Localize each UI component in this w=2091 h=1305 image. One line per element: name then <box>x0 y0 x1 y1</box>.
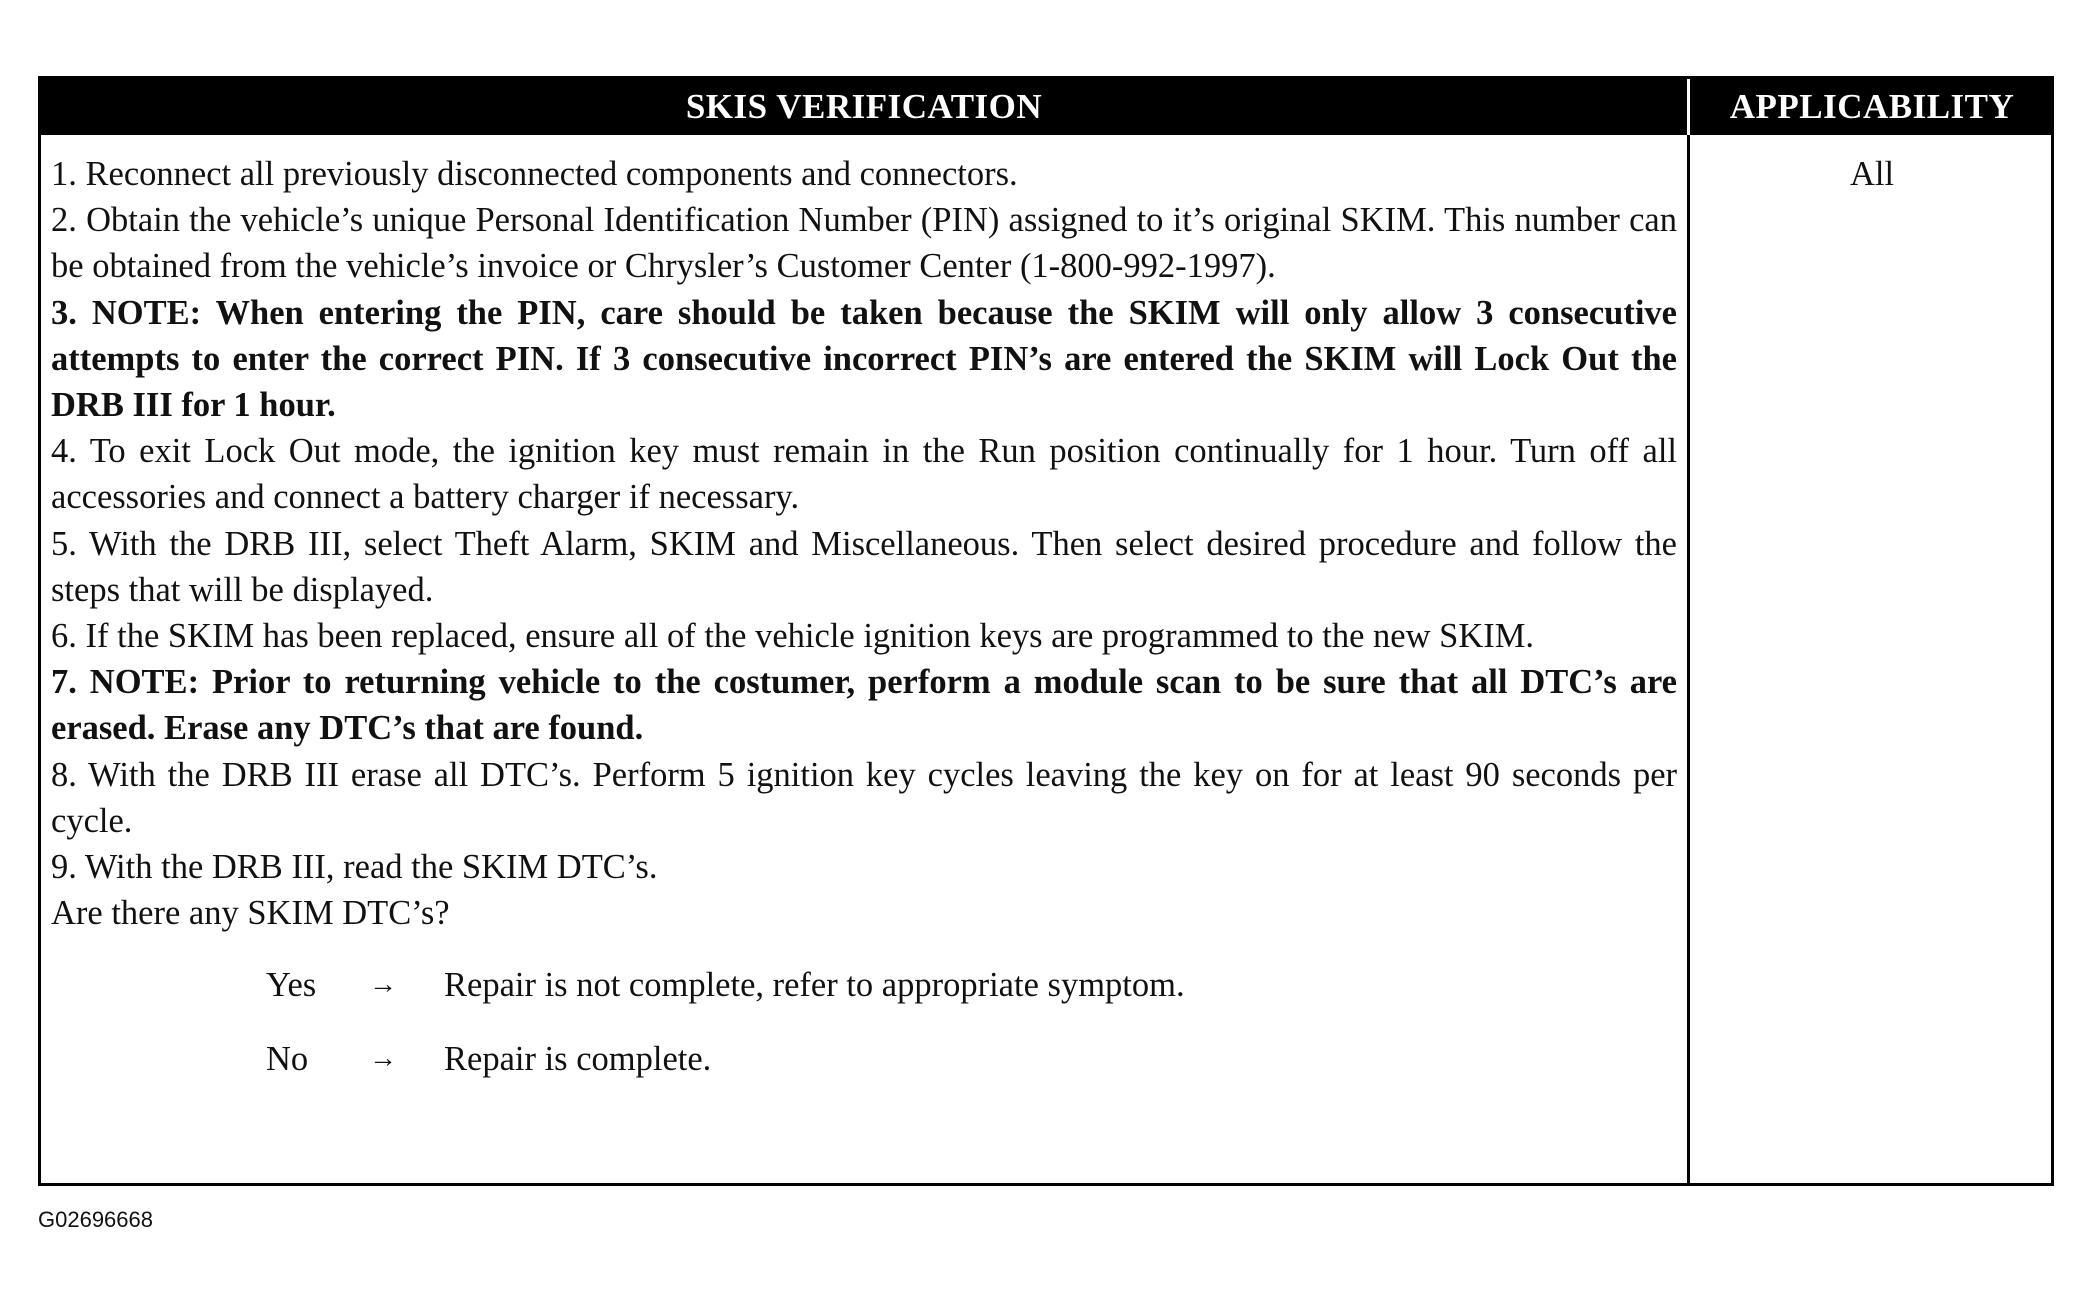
question-text: Are there any SKIM DTC’s? <box>51 894 450 933</box>
header-applicability: APPLICABILITY <box>1729 87 2015 126</box>
step-9: 9. With the DRB III, read the SKIM DTC’s. <box>51 848 658 887</box>
answer-no <box>51 1036 1677 1110</box>
step-3-note: 3. NOTE: When entering the PIN, care should be taken because the SKIM will only allow 3 consecutive attempts to enter the correct PIN. If 3 consecutive incorrect PIN’s are entered the SKIM will Lock Out the DRB III for 1 hour. <box>51 293 1677 425</box>
answer-list <box>51 962 1677 1110</box>
column-divider <box>1687 135 1690 1183</box>
answer-no-result: Repair is complete. <box>444 1040 712 1079</box>
step-7-note: 7. NOTE: Prior to returning vehicle to the costumer, perform a module scan to be sure that all DTC’s are erased. Erase any DTC’s that are found. <box>51 663 1677 748</box>
answer-yes <box>51 962 1677 1036</box>
arrow-right-icon: → <box>369 1043 397 1075</box>
step-5: 5. With the DRB III, select Theft Alarm, SKIM and Miscellaneous. Then select desired procedure and follow the steps that will be displayed. <box>51 524 1677 609</box>
step-8: 8. With the DRB III erase all DTC’s. Perform 5 ignition key cycles leaving the key on for at least 90 seconds per cycle. <box>51 755 1677 840</box>
table-header <box>41 79 2051 135</box>
answer-no-label: No <box>266 1040 309 1079</box>
header-skis-verification: SKIS VERIFICATION <box>685 87 1043 126</box>
figure-id: G02696668 <box>38 1207 153 1232</box>
arrow-right-icon: → <box>369 969 397 1001</box>
step-4: 4. To exit Lock Out mode, the ignition key must remain in the Run position continually for 1 hour. Turn off all accessories and connect a battery charger if necessary. <box>51 432 1677 517</box>
step-2: 2. Obtain the vehicle’s unique Personal Identification Number (PIN) assigned to it’s original SKIM. This number can be obtained from the vehicle’s invoice or Chrysler’s Customer Center (1-800-992-1997). <box>51 201 1677 286</box>
step-1: 1. Reconnect all previously disconnected components and connectors. <box>51 155 1018 193</box>
applicability-value: All <box>1849 155 1895 193</box>
answer-yes-result: Repair is not complete, refer to appropriate symptom. <box>444 966 1185 1005</box>
procedure-steps <box>51 151 1677 1110</box>
answer-yes-label: Yes <box>266 966 317 1005</box>
step-6: 6. If the SKIM has been replaced, ensure all of the vehicle ignition keys are programmed to the new SKIM. <box>51 617 1535 656</box>
skis-verification-table <box>38 76 2054 1186</box>
